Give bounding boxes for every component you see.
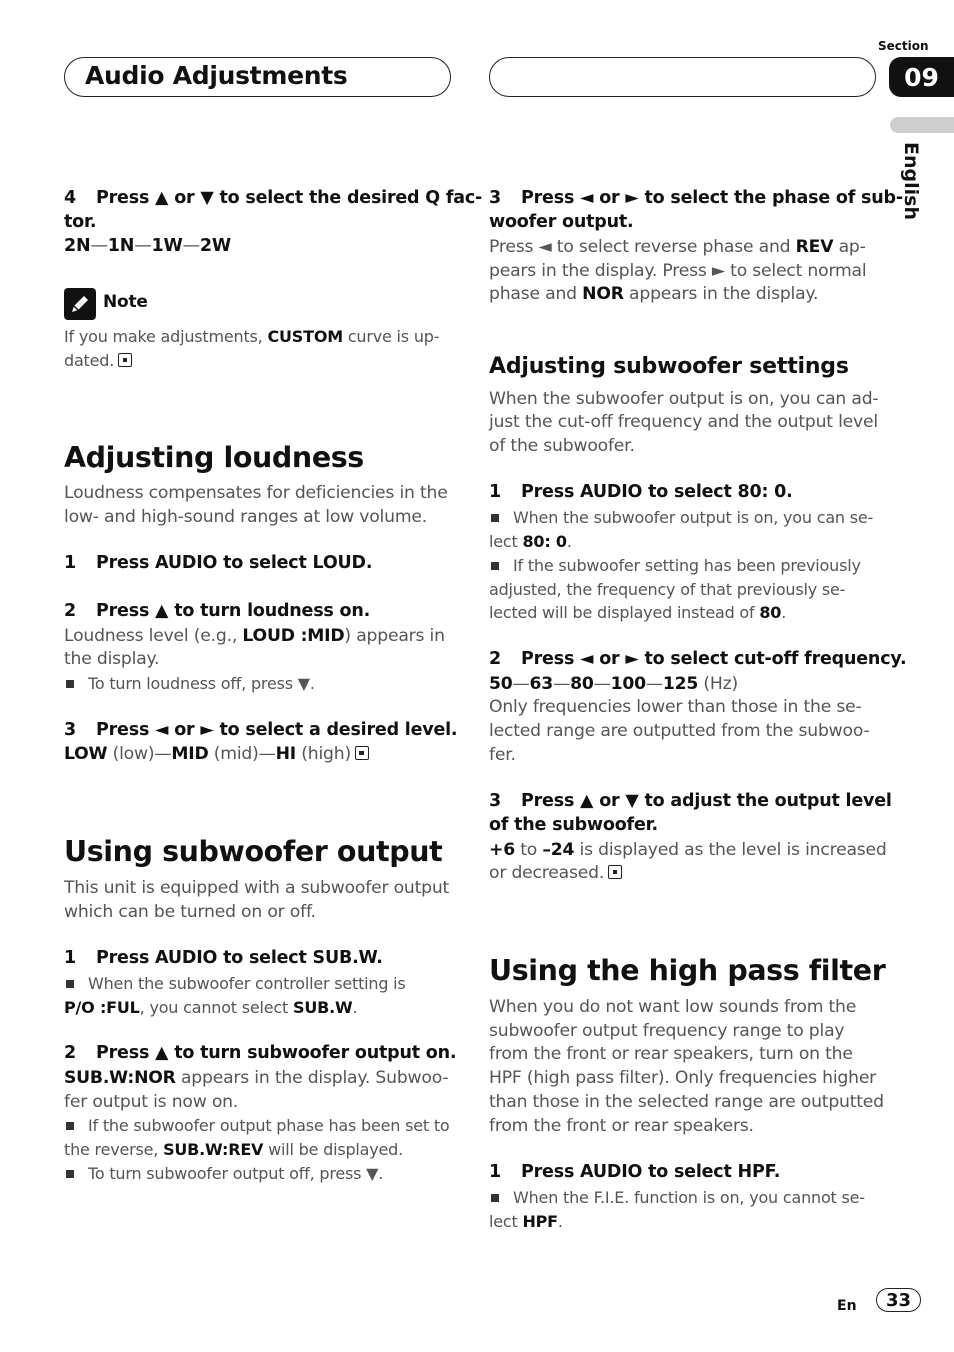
hpf-intro-1: When you do not want low sounds from the (489, 997, 857, 1017)
subwoofer-step-2-body-cont: fer output is now on. (64, 1092, 239, 1112)
hpf-step-1-bullet-cont: lect HPF. (489, 1212, 563, 1231)
hpf-intro-5: than those in the selected range are outputted (489, 1092, 884, 1112)
language-tab (890, 117, 954, 133)
settings-intro-3: of the subwoofer. (489, 436, 635, 456)
subwoofer-step-2-body: SUB.W:NOR appears in the display. Subwoo- (64, 1068, 449, 1088)
hpf-intro-3: from the front or rear speakers, turn on the (489, 1044, 853, 1064)
subwoofer-step-2-bullet-1: If the subwoofer output phase has been set to (64, 1116, 450, 1135)
note-text: If you make adjustments, CUSTOM curve is up- (64, 327, 440, 346)
loudness-intro: Loudness compensates for deficiencies in the (64, 483, 448, 503)
heading-using-high-pass-filter: Using the high pass filter (489, 954, 886, 987)
subwoofer-step-1: 1 Press AUDIO to select SUB.W. (64, 948, 383, 968)
bullet-square-icon (66, 1170, 74, 1178)
loudness-step-2: 2 Press ▲ to turn loudness on. (64, 601, 371, 621)
end-mark-icon (118, 353, 132, 367)
end-mark-icon (608, 865, 622, 879)
settings-intro-2: just the cut-off frequency and the output level (489, 412, 878, 432)
settings-step-1-bullet-2-cont: adjusted, the frequency of that previously se- (489, 580, 846, 599)
language-label: English (900, 142, 922, 220)
loudness-step-3: 3 Press ◄ or ► to select a desired level. (64, 720, 458, 740)
bullet-square-icon (491, 1194, 499, 1202)
subwoofer-step-2: 2 Press ▲ to turn subwoofer output on. (64, 1043, 457, 1063)
phase-step-3-body-3: phase and NOR appears in the display. (489, 284, 819, 304)
section-number-badge (889, 57, 954, 97)
header-title-pill (64, 57, 451, 97)
hpf-step-1-bullet: When the F.I.E. function is on, you cannot se- (489, 1188, 865, 1207)
loudness-step-2-body: Loudness level (e.g., LOUD :MID) appears in (64, 626, 445, 646)
heading-adjusting-subwoofer-settings: Adjusting subwoofer settings (489, 354, 849, 379)
loudness-bullet: To turn loudness off, press ▼. (64, 674, 315, 693)
hpf-intro-2: subwoofer output frequency range to play (489, 1021, 845, 1041)
settings-step-3-body: +6 to –24 is displayed as the level is increased (489, 840, 887, 860)
note-title: Note (103, 292, 148, 312)
end-mark-icon (355, 746, 369, 760)
page-section-title: Audio Adjustments (85, 61, 348, 90)
bullet-square-icon (66, 980, 74, 988)
subwoofer-intro: This unit is equipped with a subwoofer output (64, 878, 450, 898)
loudness-intro-cont: low- and high-sound ranges at low volume. (64, 507, 427, 527)
bullet-square-icon (491, 562, 499, 570)
bullet-square-icon (491, 514, 499, 522)
subwoofer-step-2-bullet-1-cont: the reverse, SUB.W:REV will be displayed. (64, 1140, 404, 1159)
phase-step-3-body: Press ◄ to select reverse phase and REV ap- (489, 237, 866, 257)
settings-intro: When the subwoofer output is on, you can ad- (489, 389, 879, 409)
loudness-levels: LOW (low)—MID (mid)—HI (high) (64, 744, 369, 764)
settings-step-3-body-cont: or decreased. (489, 863, 622, 883)
bullet-square-icon (66, 1122, 74, 1130)
heading-adjusting-loudness: Adjusting loudness (64, 441, 364, 474)
settings-step-2-body-2: lected range are outputted from the subwoo- (489, 721, 870, 741)
loudness-step-1: 1 Press AUDIO to select LOUD. (64, 553, 373, 573)
settings-step-1-bullet-1-cont: lect 80: 0. (489, 532, 572, 551)
header-blank-pill (489, 57, 876, 97)
page-number-badge (876, 1288, 921, 1312)
phase-step-3-cont: woofer output. (489, 212, 634, 232)
cutoff-frequency-sequence: 50—63—80—100—125 (Hz) (489, 674, 738, 694)
section-number: 09 (904, 62, 939, 92)
settings-step-2-body-3: fer. (489, 745, 516, 765)
note-pencil-icon (64, 288, 96, 320)
hpf-intro-4: HPF (high pass filter). Only frequencies higher (489, 1068, 877, 1088)
hpf-step-1: 1 Press AUDIO to select HPF. (489, 1162, 781, 1182)
subwoofer-step-1-bullet: When the subwoofer controller setting is (64, 974, 406, 993)
phase-step-3: 3 Press ◄ or ► to select the phase of sub- (489, 188, 903, 208)
heading-using-subwoofer-output: Using subwoofer output (64, 835, 443, 868)
settings-step-2: 2 Press ◄ or ► to select cut-off frequency. (489, 649, 907, 669)
bullet-square-icon (66, 680, 74, 688)
note-text-cont: dated. (64, 351, 132, 370)
loudness-step-2-body-cont: the display. (64, 649, 160, 669)
hpf-intro-6: from the front or rear speakers. (489, 1116, 754, 1136)
q-factor-sequence: 2N—1N—1W—2W (64, 236, 231, 256)
page-number: 33 (885, 1289, 912, 1311)
subwoofer-step-2-bullet-2: To turn subwoofer output off, press ▼. (64, 1164, 383, 1183)
step-q-factor-title-cont: tor. (64, 212, 97, 232)
settings-step-3: 3 Press ▲ or ▼ to adjust the output level (489, 791, 892, 811)
settings-step-1: 1 Press AUDIO to select 80: 0. (489, 482, 793, 502)
settings-step-2-body: Only frequencies lower than those in the se- (489, 697, 862, 717)
settings-step-1-bullet-1: When the subwoofer output is on, you can se- (489, 508, 873, 527)
section-label: Section (878, 39, 929, 53)
phase-step-3-body-2: pears in the display. Press ► to select normal (489, 261, 867, 281)
settings-step-1-bullet-2-cont-2: lected will be displayed instead of 80. (489, 603, 787, 622)
footer-lang-code: En (837, 1298, 857, 1314)
subwoofer-step-1-bullet-cont: P/O :FUL, you cannot select SUB.W. (64, 998, 358, 1017)
settings-step-3-cont: of the subwoofer. (489, 815, 658, 835)
settings-step-1-bullet-2: If the subwoofer setting has been previously (489, 556, 861, 575)
step-q-factor-title: 4 Press ▲ or ▼ to select the desired Q fac- (64, 188, 483, 208)
subwoofer-intro-cont: which can be turned on or off. (64, 902, 316, 922)
